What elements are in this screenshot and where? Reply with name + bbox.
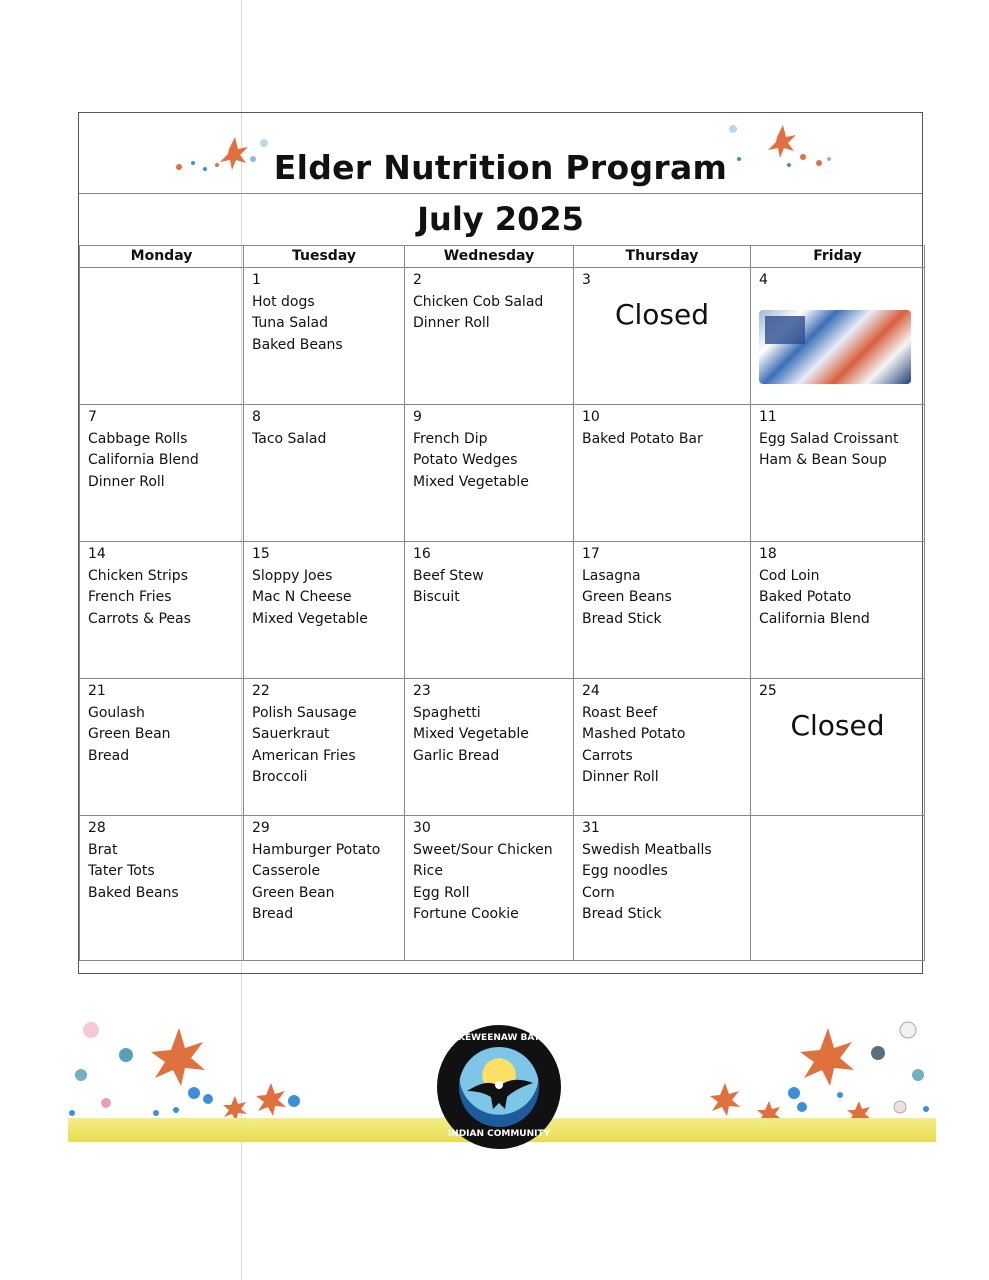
day-number: 4 [759,272,768,288]
meal-item: Fortune Cookie [413,906,519,922]
menu-calendar [78,112,923,974]
meal-item: Broccoli [252,769,308,785]
weekday-header: Friday [751,245,925,268]
meal-item: Bread Stick [582,610,662,627]
month-row [79,193,922,246]
meal-item: Brat [88,841,118,858]
meal-item: Sloppy Joes [252,567,333,584]
meal-item: Ham & Bean Soup [759,452,887,468]
logo [437,1025,561,1149]
meal-item: Chicken Strips [88,567,188,584]
day-number: 28 [88,820,106,836]
flower-decoration-right [719,119,839,179]
meal-item: Mac N Cheese [252,589,352,605]
meal-item: Bread [88,747,130,764]
day-number: 29 [252,820,270,836]
meal-item: Green Bean [252,884,335,901]
day-number: 22 [252,683,270,699]
meal-item: Cabbage Rolls [88,430,188,447]
day-cell [244,679,405,816]
day-number: 7 [88,409,97,425]
closed-label: Closed [790,708,885,742]
meal-item: Carrots [582,747,633,764]
eagle-icon [459,1047,539,1127]
weekday-header: Monday [80,245,244,268]
day-cell [574,405,751,542]
meal-item: Rice [413,863,443,879]
day-cell [80,816,244,961]
meal-item: Baked Beans [252,336,343,353]
day-cell [80,542,244,679]
calendar-weeks [80,268,925,961]
day-number: 25 [759,683,777,699]
day-cell [574,268,751,405]
day-number: 8 [252,409,261,425]
meal-item: Casserole [252,863,321,879]
meal-item: Dinner Roll [88,473,165,490]
day-cell [405,816,574,961]
flower-decoration-left [169,129,279,179]
meal-item: Tuna Salad [252,315,329,331]
meal-item: Mixed Vegetable [413,473,529,490]
day-number: 15 [252,546,270,562]
meal-item: Polish Sausage [252,704,357,721]
meal-item: Dinner Roll [582,769,659,785]
weekday-header: Tuesday [244,245,405,268]
day-cell [244,268,405,405]
day-cell [574,679,751,816]
day-number: 9 [413,409,422,425]
day-number: 18 [759,546,777,562]
eagle-sun-icon [459,1047,539,1127]
meal-item: California Blend [759,610,870,627]
meal-item: American Fries [252,747,356,764]
day-cell [574,816,751,961]
day-cell [80,405,244,542]
day-cell [574,542,751,679]
month-title: July 2025 [417,200,584,238]
meal-item: Goulash [88,704,145,721]
day-number: 16 [413,546,431,562]
flag-fireworks-image [759,310,911,384]
day-number: 11 [759,409,777,425]
day-number: 21 [88,683,106,699]
meal-item: Egg Salad Croissant [759,430,899,447]
calendar-grid [79,245,922,961]
day-number: 14 [88,546,106,562]
page-title: Elder Nutrition Program [273,147,728,187]
meal-item: Egg Roll [413,884,470,901]
closed-label: Closed [614,297,710,331]
meal-item: Bread [252,906,294,922]
meal-item: Mixed Vegetable [252,610,368,627]
title-row [79,113,922,194]
meal-item: Hot dogs [252,293,315,310]
meal-item: Green Bean [88,726,171,742]
meal-item: Chicken Cob Salad [413,293,544,310]
day-cell [751,542,925,679]
day-cell [244,816,405,961]
day-number: 30 [413,820,431,836]
meal-item: Lasagna [582,567,641,584]
logo-bottom-text: INDIAN COMMUNITY [447,1129,551,1139]
day-cell [80,679,244,816]
meal-item: Mashed Potato [582,726,686,742]
day-cell [405,405,574,542]
meal-item: Biscuit [413,589,460,605]
meal-item: Green Beans [582,589,672,605]
meal-item: Tater Tots [88,863,155,879]
day-number: 24 [582,683,600,699]
meal-item: Spaghetti [413,704,481,721]
meal-item: Garlic Bread [413,747,500,764]
meal-item: French Fries [88,589,172,605]
calendar-table [79,245,925,961]
day-cell [80,268,244,405]
meal-item: Bread Stick [582,906,662,922]
weekday-header: Thursday [574,245,751,268]
meal-item: French Dip [413,430,488,447]
meal-item: Baked Potato Bar [582,430,703,447]
day-number: 10 [582,409,600,425]
meal-item: California Blend [88,452,199,468]
week-row [80,816,925,961]
weekday-header-row [80,245,925,268]
day-cell [751,679,925,816]
day-cell [751,405,925,542]
week-row [80,268,925,405]
meal-item: Sweet/Sour Chicken [413,841,553,858]
meal-item: Hamburger Potato [252,841,381,858]
day-number: 23 [413,683,431,699]
day-cell [405,679,574,816]
meal-item: Mixed Vegetable [413,726,529,742]
day-cell [405,542,574,679]
meal-item: Roast Beef [582,704,658,721]
day-number: 17 [582,546,600,562]
meal-item: Baked Potato [759,589,852,605]
meal-item: Sauerkraut [252,726,330,742]
day-number: 3 [582,272,591,288]
meal-item: Beef Stew [413,567,484,584]
flower-border-left [66,1015,316,1125]
meal-item: Taco Salad [252,430,327,447]
meal-item: Egg noodles [582,863,668,879]
meal-item: Carrots & Peas [88,610,191,627]
day-cell [244,542,405,679]
day-cell [751,268,925,405]
day-number: 1 [252,272,261,288]
week-row [80,405,925,542]
meal-item: Corn [582,884,615,901]
logo-top-text: KEWEENAW BAY [458,1033,540,1043]
flower-border-right [690,1015,940,1125]
day-cell [405,268,574,405]
meal-item: Swedish Meatballs [582,841,712,858]
week-row [80,542,925,679]
week-row [80,679,925,816]
day-cell [751,816,925,961]
meal-item: Potato Wedges [413,452,518,468]
day-cell [244,405,405,542]
day-number: 2 [413,272,422,288]
meal-item: Cod Loin [759,567,820,584]
weekday-header: Wednesday [405,245,574,268]
meal-item: Baked Beans [88,884,179,901]
day-number: 31 [582,820,600,836]
meal-item: Dinner Roll [413,315,490,331]
